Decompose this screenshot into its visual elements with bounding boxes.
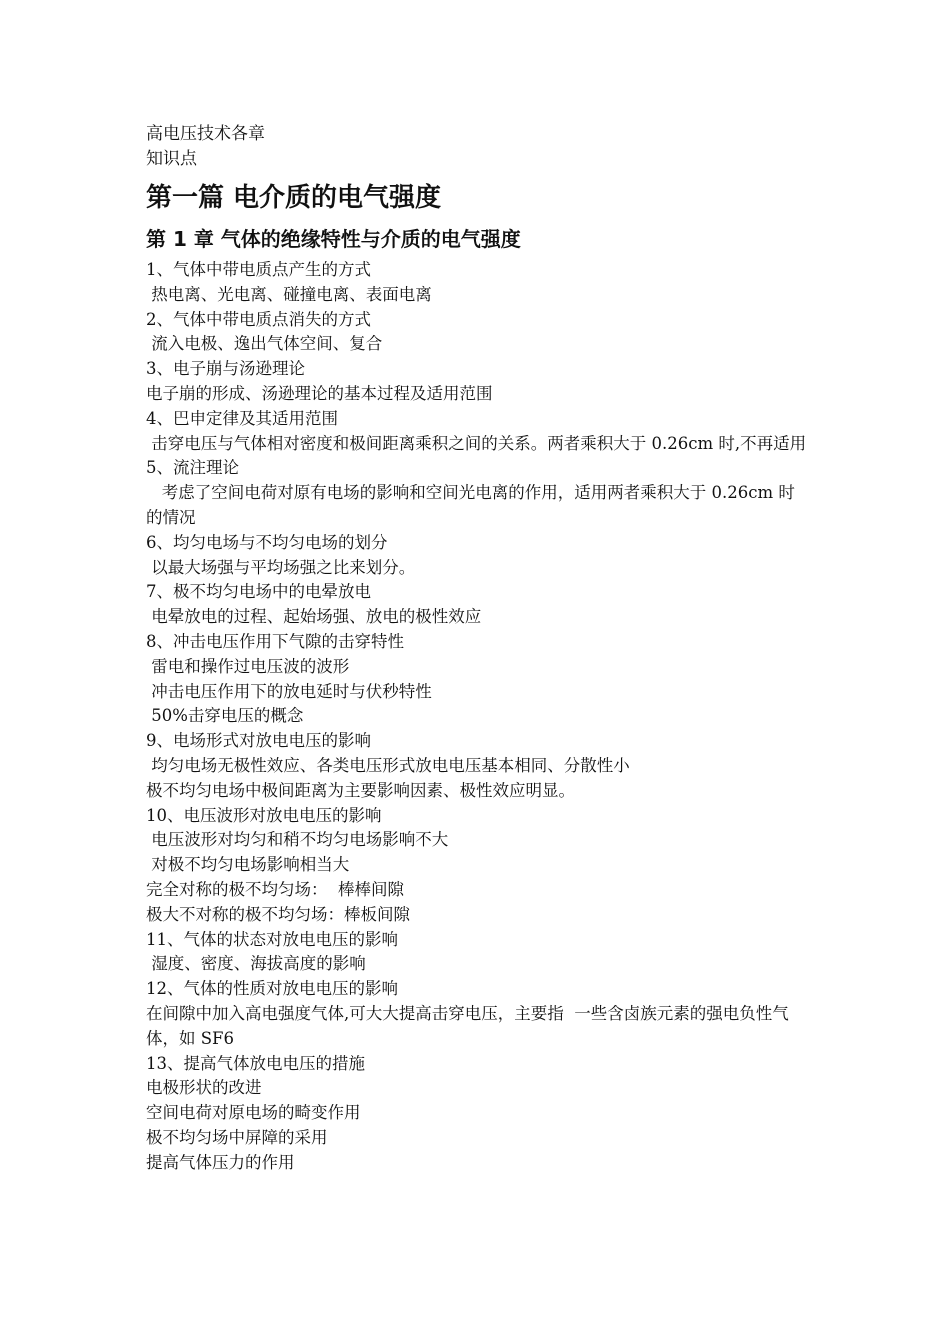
text-line: 8、冲击电压作用下气隙的击穿特性 — [146, 631, 404, 651]
text-line: 7、极不均匀电场中的电晕放电 — [146, 582, 371, 602]
text-line: 击穿电压与气体相对密度和极间距离乘积之间的关系。两者乘积大于 0.26cm 时,不再适用 — [146, 433, 807, 453]
text-line: 对极不均匀电场影响相当大 — [146, 855, 350, 875]
text-line: 极不均匀场中屏障的采用 — [146, 1127, 328, 1147]
text-line: 均匀电场无极性效应、各类电压形式放电电压基本相同、分散性小 — [146, 755, 630, 775]
text-line: 提高气体压力的作用 — [146, 1152, 295, 1172]
chapter-title: 第 1 章 气体的绝缘特性与介质的电气强度 — [146, 227, 521, 251]
text-line: 12、气体的性质对放电电压的影响 — [146, 979, 398, 999]
text-line: 热电离、光电离、碰撞电离、表面电离 — [146, 284, 432, 304]
text-line: 完全对称的极不均匀场： 棒棒间隙 — [146, 879, 404, 899]
document-page — [146, 122, 810, 1175]
text-line: 电极形状的改进 — [146, 1078, 262, 1098]
text-line: 9、电场形式对放电电压的影响 — [146, 731, 371, 751]
text-line: 冲击电压作用下的放电延时与伏秒特性 — [146, 681, 432, 701]
text-line: 4、巴申定律及其适用范围 — [146, 408, 338, 428]
text-line: 1、气体中带电质点产生的方式 — [146, 260, 371, 279]
text-line: 13、提高气体放电电压的措施 — [146, 1053, 365, 1073]
text-line: 极不均匀电场中极间距离为主要影响因素、极性效应明显。 — [146, 780, 575, 800]
part-title: 第一篇 电介质的电气强度 — [146, 183, 442, 213]
document-title-line-2: 知识点 — [146, 149, 197, 169]
text-line: 2、气体中带电质点消失的方式 — [146, 309, 371, 329]
text-line: 50%击穿电压的概念 — [146, 706, 304, 726]
text-line: 雷电和操作过电压波的波形 — [146, 656, 350, 676]
text-line: 电子崩的形成、汤逊理论的基本过程及适用范围 — [146, 383, 493, 403]
text-line: 空间电荷对原电场的畸变作用 — [146, 1103, 361, 1123]
text-line: 以最大场强与平均场强之比来划分。 — [146, 557, 416, 577]
text-line: 11、气体的状态对放电电压的影响 — [146, 929, 398, 949]
text-line: 电晕放电的过程、起始场强、放电的极性效应 — [146, 607, 482, 627]
text-line: 流入电极、逸出气体空间、复合 — [146, 334, 383, 354]
text-line: 湿度、密度、海拔高度的影响 — [146, 954, 366, 974]
text-line: 电压波形对均匀和稍不均匀电场影响不大 — [146, 830, 449, 850]
text-line: 极大不对称的极不均匀场：棒板间隙 — [146, 904, 410, 924]
text-line: 5、流注理论 — [146, 458, 239, 478]
document-title-line-1: 高电压技术各章 — [146, 124, 265, 144]
text-line: 3、电子崩与汤逊理论 — [146, 359, 305, 379]
text-line: 在间隙中加入高电强度气体,可大大提高击穿电压，主要指 一些含卤族元素的强电负性气体，如 SF6 — [146, 1003, 789, 1048]
text-line: 6、均匀电场与不均匀电场的划分 — [146, 532, 388, 552]
content-body — [146, 258, 810, 1175]
text-line: 10、电压波形对放电电压的影响 — [146, 805, 382, 825]
text-line: 考虑了空间电荷对原有电场的影响和空间光电离的作用，适用两者乘积大于 0.26cm 时的情况 — [146, 483, 795, 527]
